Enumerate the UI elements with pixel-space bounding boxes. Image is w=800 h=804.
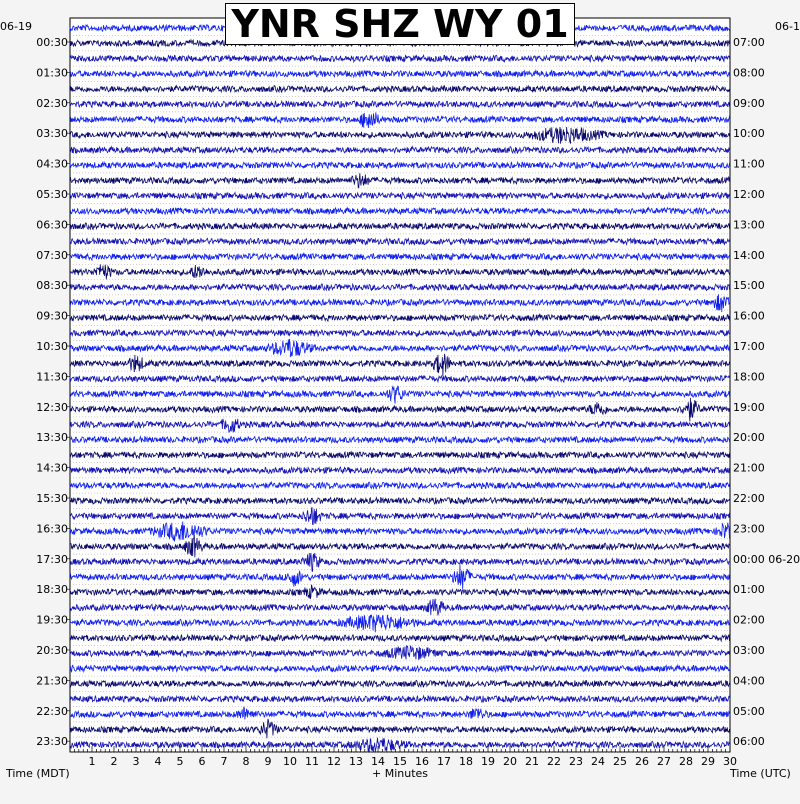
left-time-label: 21:30 — [36, 674, 68, 688]
right-time-label: 10:00 — [733, 127, 765, 141]
right-time-label: 18:00 — [733, 370, 765, 384]
right-time-label: 12:00 — [733, 188, 765, 201]
x-tick-label: 21 — [525, 755, 539, 768]
left-time-label: 10:30 — [36, 340, 68, 353]
x-tick-label: 29 — [701, 755, 715, 768]
left-time-label: 08:30 — [36, 279, 68, 293]
x-tick-label: 30 — [723, 755, 737, 768]
left-time-label: 05:30 — [36, 188, 68, 201]
right-time-label: 09:00 — [733, 96, 765, 110]
x-tick-label: 2 — [110, 755, 118, 768]
left-time-label: 09:30 — [36, 309, 68, 323]
x-tick-label: 8 — [242, 755, 250, 768]
date-label-right: 06-1 — [775, 20, 800, 33]
x-tick-label: 27 — [657, 755, 671, 768]
right-time-label: 15:00 — [733, 279, 765, 293]
x-tick-label: 20 — [503, 755, 517, 768]
x-tick-label: 3 — [132, 755, 140, 768]
right-time-label: 17:00 — [733, 340, 765, 353]
x-tick-label: 15 — [393, 755, 407, 768]
right-time-label: 07:00 — [733, 36, 765, 49]
right-time-label: 21:00 — [733, 461, 765, 475]
x-tick-label: 7 — [220, 755, 228, 768]
right-time-label: 14:00 — [733, 248, 765, 262]
x-tick-label: 11 — [305, 755, 319, 768]
right-time-label: 06:00 — [733, 735, 765, 749]
x-tick-label: 22 — [547, 755, 561, 768]
x-tick-label: 28 — [679, 755, 693, 768]
left-time-label: 00:30 — [36, 36, 68, 49]
right-time-label: 01:00 — [733, 583, 765, 597]
left-time-label: 16:30 — [36, 522, 68, 536]
x-tick-label: 14 — [371, 755, 385, 768]
x-tick-label: 23 — [569, 755, 583, 768]
left-time-label: 19:30 — [36, 613, 68, 627]
left-time-label: 18:30 — [36, 583, 68, 597]
left-time-label: 17:30 — [36, 552, 68, 566]
right-time-label: 08:00 — [733, 66, 765, 80]
x-axis-label-center: + Minutes — [371, 767, 429, 780]
right-time-label: 00:00 06-20 — [733, 552, 800, 566]
left-time-label: 14:30 — [36, 461, 68, 475]
x-tick-label: 13 — [349, 755, 363, 768]
x-tick-label: 18 — [459, 755, 473, 768]
plot-area — [70, 18, 730, 752]
x-tick-label: 26 — [635, 755, 649, 768]
right-time-label: 19:00 — [733, 400, 765, 414]
left-time-label: 04:30 — [36, 157, 68, 171]
x-tick-label: 24 — [591, 755, 605, 768]
x-tick-label: 6 — [198, 755, 206, 768]
right-time-label: 03:00 — [733, 644, 765, 657]
left-time-label: 20:30 — [36, 644, 68, 657]
x-axis-label-right: Time (UTC) — [730, 767, 791, 780]
x-tick-label: 1 — [88, 755, 96, 768]
x-tick-label: 5 — [176, 755, 184, 768]
right-time-label: 16:00 — [733, 309, 765, 323]
date-label-left: 06-19 — [0, 20, 32, 33]
x-tick-label: 16 — [415, 755, 429, 768]
x-tick-label: 25 — [613, 755, 627, 768]
x-tick-label: 12 — [327, 755, 341, 768]
x-tick-label: 9 — [264, 755, 272, 768]
x-tick-label: 4 — [154, 755, 162, 768]
right-time-label: 05:00 — [733, 704, 765, 718]
left-time-label: 06:30 — [36, 218, 68, 232]
left-time-label: 01:30 — [36, 66, 68, 80]
left-time-label: 13:30 — [36, 431, 68, 445]
right-time-label: 20:00 — [733, 431, 765, 445]
x-tick-label: 19 — [481, 755, 495, 768]
right-time-label: 23:00 — [733, 522, 765, 536]
x-tick-label: 17 — [437, 755, 451, 768]
left-time-label: 11:30 — [36, 370, 68, 384]
right-time-axis — [733, 36, 800, 748]
left-time-label: 23:30 — [36, 735, 68, 749]
right-time-label: 22:00 — [733, 492, 765, 505]
chart-title: YNR SHZ WY 01 — [225, 3, 575, 45]
right-time-label: 13:00 — [733, 218, 765, 232]
left-time-label: 15:30 — [36, 492, 68, 505]
right-time-label: 11:00 — [733, 157, 765, 171]
left-time-axis — [36, 36, 70, 748]
left-time-label: 12:30 — [36, 400, 68, 414]
left-time-label: 07:30 — [36, 248, 68, 262]
left-time-label: 22:30 — [36, 704, 68, 718]
left-time-label: 03:30 — [36, 127, 68, 141]
left-time-label: 02:30 — [36, 96, 68, 110]
right-time-label: 04:00 — [733, 674, 765, 688]
x-axis-label-left: Time (MDT) — [6, 767, 70, 780]
right-time-label: 02:00 — [733, 613, 765, 627]
x-tick-label: 10 — [283, 755, 297, 768]
